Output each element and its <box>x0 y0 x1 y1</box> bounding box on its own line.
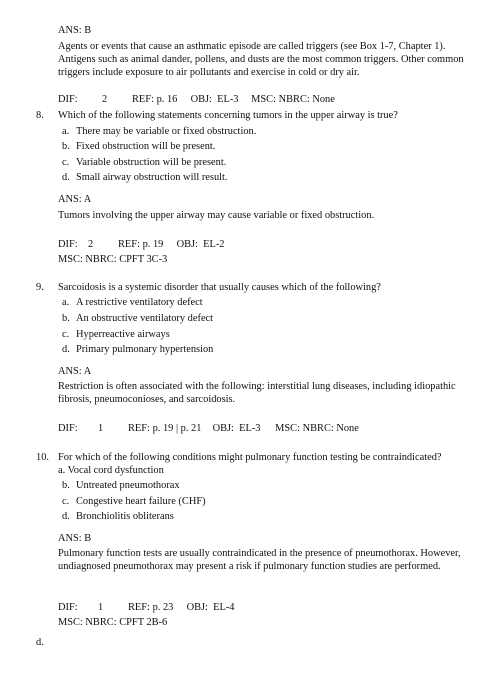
q8-answer: ANS: A <box>58 194 92 205</box>
obj-label: OBJ: <box>176 239 198 250</box>
q8-option-a: a. There may be variable or fixed obstruction. <box>62 126 257 137</box>
msc: MSC: NBRC: None <box>251 94 335 105</box>
obj-label: OBJ: <box>212 423 234 434</box>
q10-stem: For which of the following conditions might pulmonary function testing be contraindicated? <box>58 452 442 463</box>
q9-number: 9. <box>36 282 44 293</box>
dif-label: DIF: <box>58 239 78 250</box>
ref-label: REF: <box>118 239 140 250</box>
dif-value: 1 <box>98 423 104 434</box>
q8-option-b: b. Fixed obstruction will be present. <box>62 141 216 152</box>
dif-value: 2 <box>88 239 94 250</box>
dif-label: DIF: <box>58 94 78 105</box>
q9-option-c: c. Hyperreactive airways <box>62 329 170 340</box>
q10-meta-row <box>58 601 235 614</box>
ref-label: REF: <box>128 602 150 613</box>
q8-stem: Which of the following statements concerning tumors in the upper airway is true? <box>58 110 398 121</box>
ref-value: p. 19 <box>142 239 164 250</box>
ref-value: p. 19 | p. 21 <box>152 423 202 434</box>
q9-option-d: d. Primary pulmonary hypertension <box>62 344 214 355</box>
q8-msc: MSC: NBRC: CPFT 3C-3 <box>58 254 168 265</box>
q10-option-a: a. Vocal cord dysfunction <box>58 465 164 476</box>
dif-value: 2 <box>102 94 108 105</box>
q10-option-d: d. Bronchiolitis obliterans <box>62 511 174 522</box>
ref-value: p. 16 <box>156 94 178 105</box>
q10-number: 10. <box>36 452 49 463</box>
q9-rationale: Restriction is often associated with the following: interstitial lung diseases, including idiopathic fibrosis, pneumoconioses, and sarcoidosis. <box>58 381 456 405</box>
trailing-letter: d. <box>36 637 44 648</box>
q9-stem: Sarcoidosis is a systemic disorder that usually causes which of the following? <box>58 282 381 293</box>
ref-label: REF: <box>128 423 150 434</box>
obj-label: OBJ: <box>190 94 212 105</box>
q9-option-b: b. An obstructive ventilatory defect <box>62 313 214 324</box>
q10-option-c: c. Congestive heart failure (CHF) <box>62 496 206 507</box>
q10-answer: ANS: B <box>58 533 92 544</box>
obj-value: EL-3 <box>239 423 261 434</box>
q8-option-d: d. Small airway obstruction will result. <box>62 172 228 183</box>
dif-label: DIF: <box>58 602 78 613</box>
q10-msc: MSC: NBRC: CPFT 2B-6 <box>58 617 168 628</box>
dif-label: DIF: <box>58 423 78 434</box>
msc: MSC: NBRC: None <box>275 423 359 434</box>
q9-answer: ANS: A <box>58 366 92 377</box>
q8-rationale: Tumors involving the upper airway may cause variable or fixed obstruction. <box>58 210 375 221</box>
q7-meta-row <box>58 93 335 106</box>
obj-label: OBJ: <box>186 602 208 613</box>
obj-value: EL-4 <box>213 602 235 613</box>
q7-answer: ANS: B <box>58 25 92 36</box>
q10-rationale: Pulmonary function tests are usually contraindicated in the presence of pneumothorax. However, undiagnosed pneumothorax may present a risk if pulmonary function studies are performed. <box>58 548 461 572</box>
q8-option-c: c. Variable obstruction will be present. <box>62 157 227 168</box>
q10-option-b: b. Untreated pneumothorax <box>62 480 180 491</box>
ref-label: REF: <box>132 94 154 105</box>
obj-value: EL-3 <box>217 94 239 105</box>
q7-rationale: Agents or events that cause an asthmatic episode are called triggers (see Box 1-7, Chapter 1). Antigens such as animal dander, pollens, and dusts are the most common triggers. Other common triggers include exposure to air pollutants and exercise in cold or dry air. <box>58 41 464 78</box>
q8-number: 8. <box>36 110 44 121</box>
dif-value: 1 <box>98 602 104 613</box>
ref-value: p. 23 <box>152 602 174 613</box>
q9-meta-row <box>58 422 359 435</box>
q8-meta-row <box>58 238 225 251</box>
obj-value: EL-2 <box>203 239 225 250</box>
q9-option-a: a. A restrictive ventilatory defect <box>62 297 203 308</box>
